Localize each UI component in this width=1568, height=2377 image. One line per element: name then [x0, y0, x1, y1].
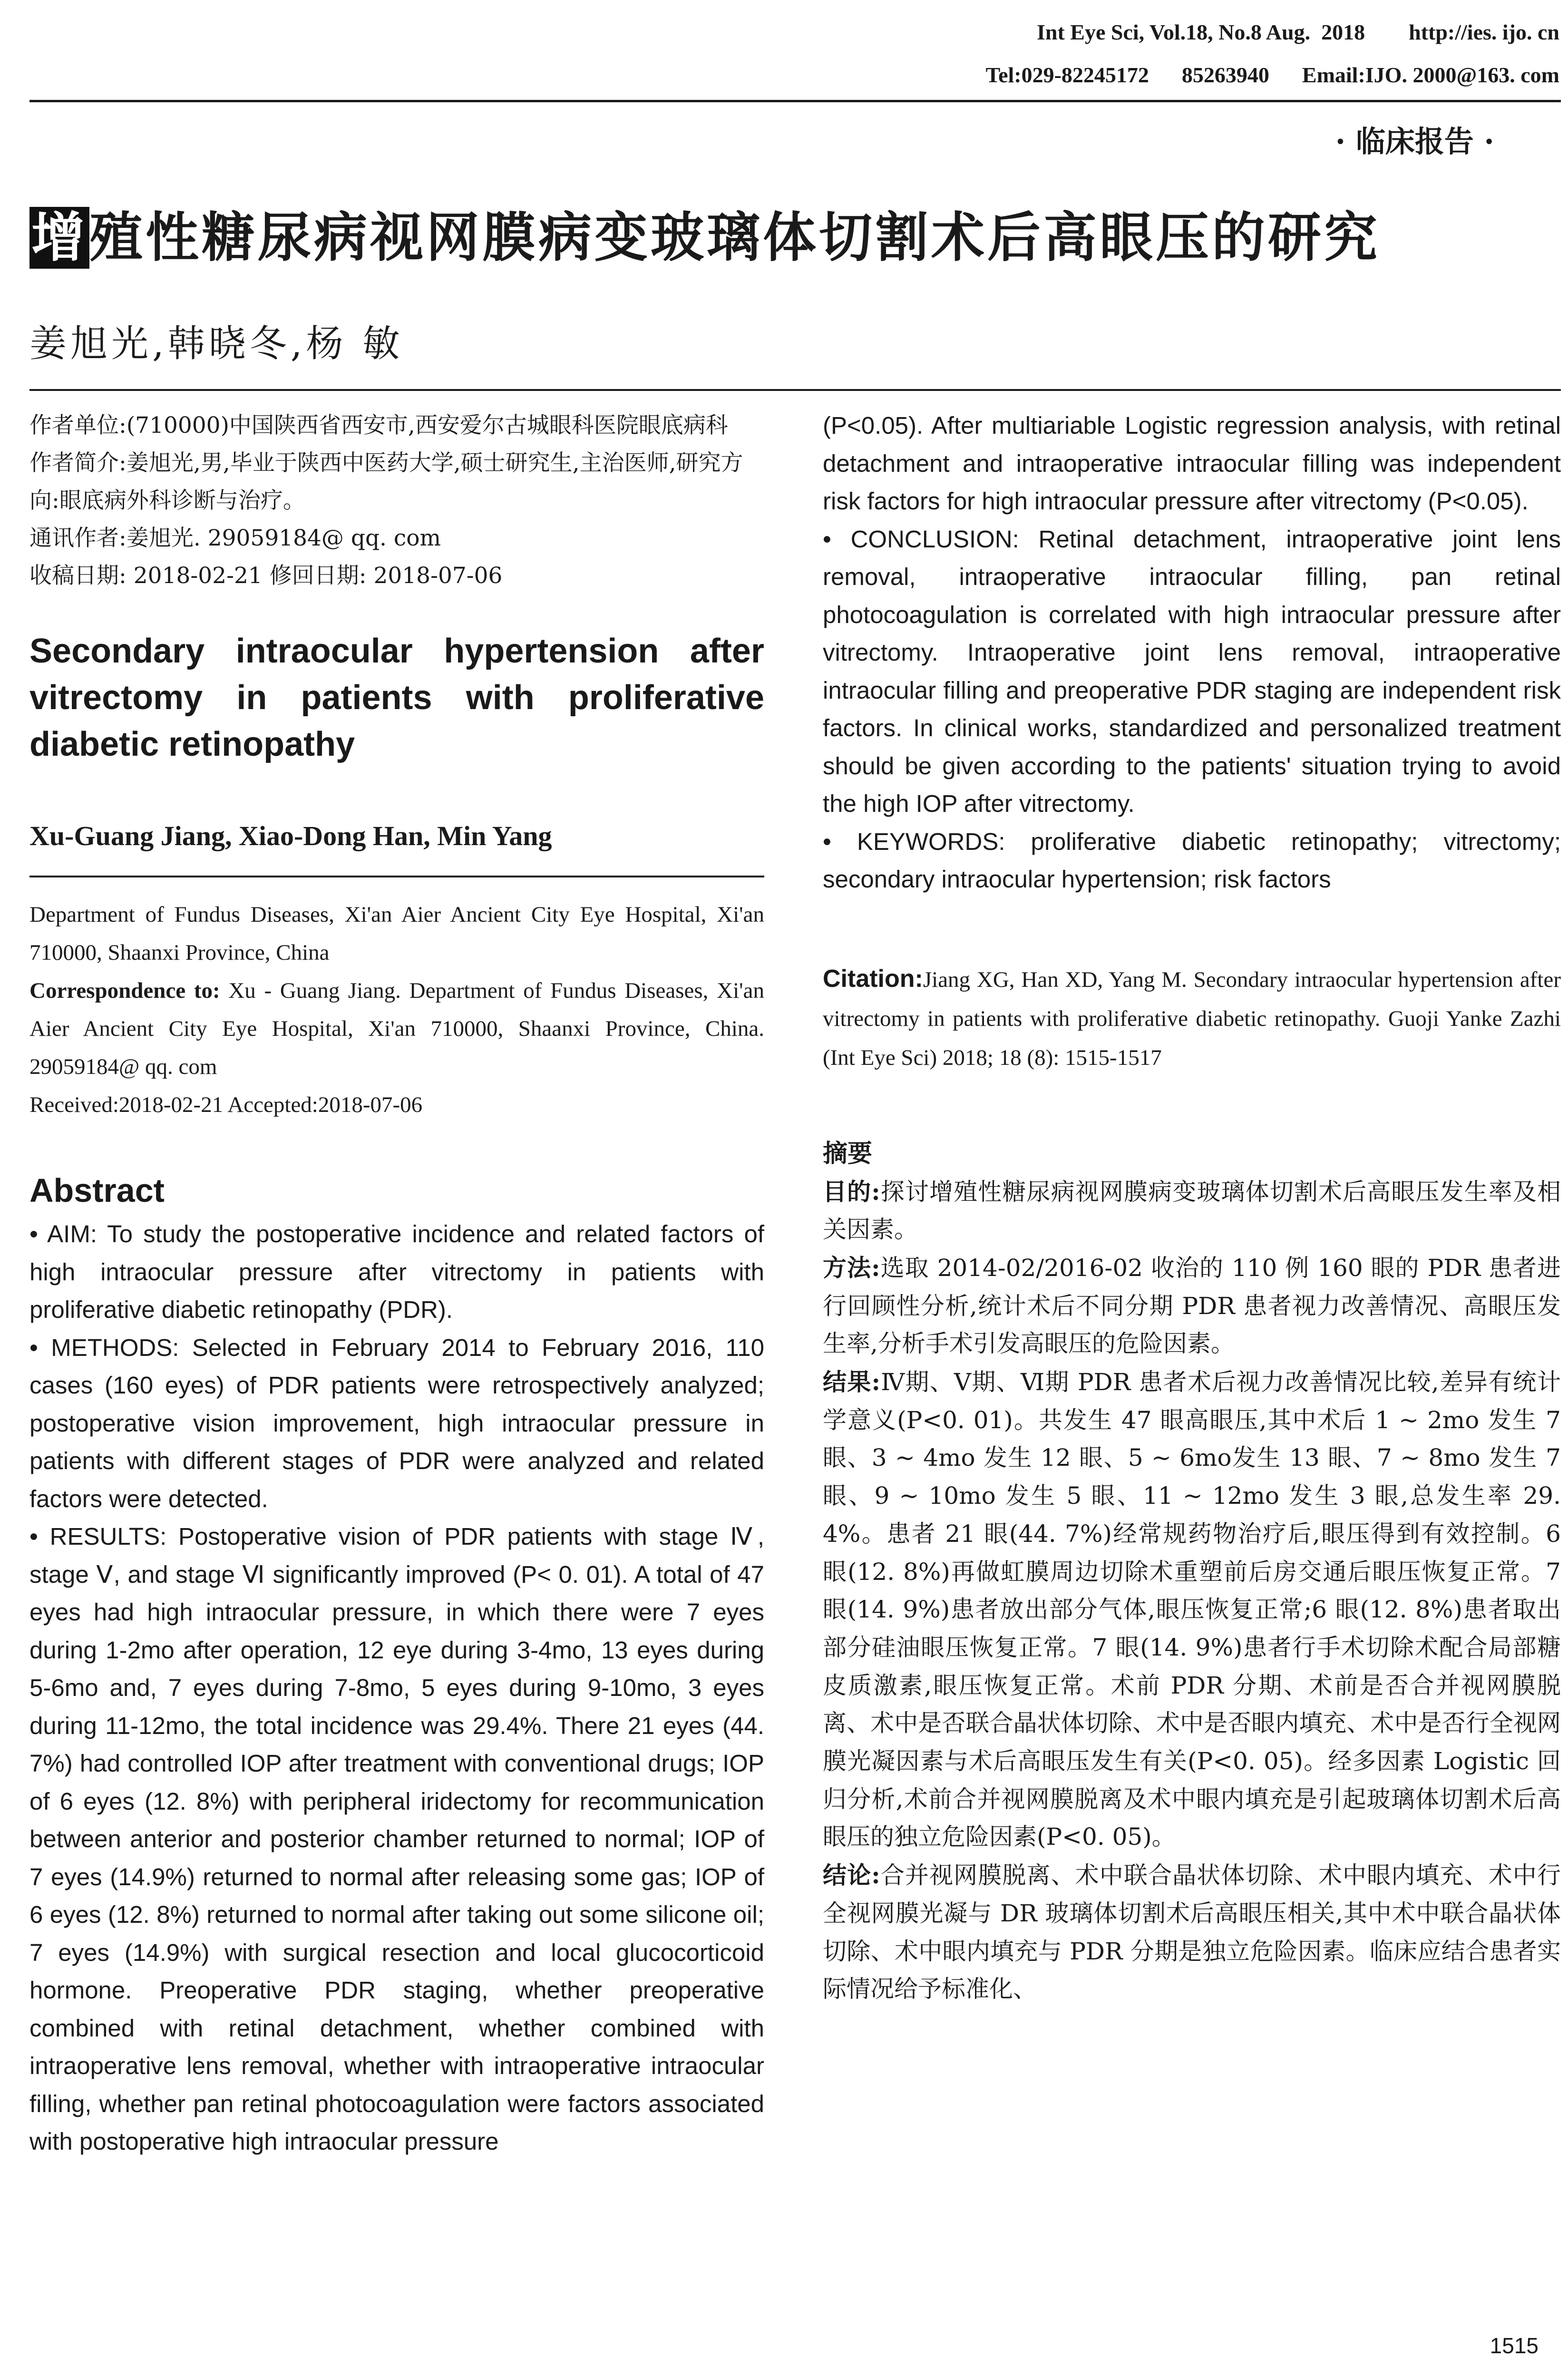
affiliation-en	[29, 896, 764, 1124]
zhaiyao-aim-text: 探讨增殖性糖尿病视网膜病变玻璃体切割术后高眼压发生率及相关因素。	[823, 1178, 1561, 1244]
department-en: Department of Fundus Diseases, Xi'an Aier Ancient City Eye Hospital, Xi'an 710000, Shaanxi Province, China	[29, 902, 764, 965]
correspondence-label: Correspondence to:	[29, 978, 220, 1003]
authors-en: Xu-Guang Jiang, Xiao-Dong Han, Min Yang	[29, 820, 552, 851]
citation	[823, 959, 1561, 1077]
dates-cn: 收稿日期: 2018-02-21 修回日期: 2018-07-06	[29, 563, 503, 589]
zhaiyao-heading: 摘要	[823, 1139, 873, 1168]
header-rule	[29, 100, 1561, 102]
article-title-en: Secondary intraocular hypertension after vitrectomy in patients with proliferative diabetic retinopathy	[29, 632, 764, 763]
article-title-cn	[29, 205, 1380, 271]
authors-cn: 姜旭光,韩晓冬,杨 敏	[29, 322, 404, 365]
author-affiliation-cn: 作者单位:(710000)中国陕西省西安市,西安爱尔古城眼科医院眼底病科	[29, 412, 728, 438]
abstract-body	[29, 1215, 764, 2161]
zhaiyao-results	[823, 1363, 1561, 1856]
section-tag: · 临床报告 ·	[1335, 124, 1494, 159]
zhaiyao-methods-text: 选取 2014-02/2016-02 收治的 110 例 160 眼的 PDR 患者进行回顾性分析,统计术后不同分期 PDR 患者视力改善情况、高眼压发生率,分析手术引发高眼压的危险因素。	[823, 1254, 1561, 1358]
abstract-results-continued: (P<0.05). After multiariable Logistic regression analysis, with retinal detachment and intraoperative intraocular filling was independent risk factors for high intraocular pressure after vitrectomy (P<0.05).	[823, 412, 1561, 515]
abstract-aim: • AIM: To study the postoperative incidence and related factors of high intraocular pressure after vitrectomy in patients with proliferative diabetic retinopathy (PDR).	[29, 1220, 764, 1323]
zhaiyao-aim	[823, 1173, 1561, 1249]
author-info-cn	[29, 407, 764, 594]
title-rest: 殖性糖尿病视网膜病变玻璃体切割术后高眼压的研究	[89, 207, 1380, 269]
title-block-rule	[29, 389, 1561, 391]
journal-header-line1: Int Eye Sci, Vol.18, No.8 Aug. 2018 http://ies. ijo. cn	[1037, 20, 1559, 44]
zhaiyao-results-label: 结果:	[823, 1368, 880, 1396]
abstract-conclusion: • CONCLUSION: Retinal detachment, intraoperative joint lens removal, intraoperative intraocular filling, pan retinal photocoagulation is correlated with high intraocular pressure after vitrectomy. Intraoperative joint lens removal, intraoperative intraocular filling and preoperative PDR staging are independent risk factors. In clinical works, standardized and personalized treatment should be given according to the patients' situation trying to avoid the high IOP after vitrectomy.	[823, 525, 1561, 817]
abstract-methods: • METHODS: Selected in February 2014 to February 2016, 110 cases (160 eyes) of PDR patients were retrospectively analyzed; postoperative vision improvement, high intraocular pressure in patients with different stages of PDR were analyzed and related factors were detected.	[29, 1334, 764, 1512]
left-column	[29, 407, 764, 2161]
zhaiyao-results-text: Ⅳ期、Ⅴ期、Ⅵ期 PDR 患者术后视力改善情况比较,差异有统计学意义(P<0. 01)。共发生 47 眼高眼压,其中术后 1 ~ 2mo 发生 7 眼、3 ~ 4mo 发生 12 眼、5 ~ 6mo发生 13 眼、7 ~ 8mo 发生 7 眼、9 ~ 10mo 发生 5 眼、11 ~ 12mo 发生 3 眼,总发生率 29. 4%。患者 21 眼(44. 7%)经常规药物治疗后,眼压得到有效控制。6 眼(12. 8%)再做虹膜周边切除术重塑前后房交通后眼压恢复正常。7 眼(14. 9%)患者放出部分气体,眼压恢复正常;6 眼(12. 8%)患者取出部分硅油眼压恢复正常。7 眼(14. 9%)患者行手术切除术配合局部糖皮质激素,眼压恢复正常。术前 PDR 分期、术前是否合并视网膜脱离、术中是否联合晶状体切除、术中是否眼内填充、术中是否行全视网膜光凝因素与术后高眼压发生有关(P<0. 05)。经多因素 Logistic 回归分析,术前合并视网膜脱离及术中眼内填充是引起玻璃体切割术后高眼压的独立危险因素(P<0. 05)。	[823, 1368, 1561, 1851]
corresponding-author-cn: 通讯作者:姜旭光. 29059184@ qq. com	[29, 525, 441, 551]
zhaiyao-conclusion-text: 合并视网膜脱离、术中联合晶状体切除、术中眼内填充、术中行全视网膜光凝与 DR 玻璃体切割术后高眼压相关,其中术中联合晶状体切除、术中眼内填充与 PDR 分期是独立危险因素。临床应结合患者实际情况给予标准化、	[823, 1861, 1561, 2003]
zhaiyao-body	[823, 1173, 1561, 2008]
journal-header-line2: Tel:029-82245172 85263940 Email:IJO. 2000@163. com	[985, 63, 1559, 87]
citation-text: Jiang XG, Han XD, Yang M. Secondary intraocular hypertension after vitrectomy in patients with proliferative diabetic retinopathy. Guoji Yanke Zazhi (Int Eye Sci) 2018; 18 (8): 1515-1517	[823, 967, 1561, 1070]
authors-rule	[29, 876, 764, 877]
right-column	[823, 407, 1561, 2008]
abstract-heading: Abstract	[29, 1172, 165, 1209]
zhaiyao-methods-label: 方法:	[823, 1253, 880, 1282]
title-lead-char: 增	[29, 207, 89, 269]
abstract-keywords: • KEYWORDS: proliferative diabetic retinopathy; vitrectomy; secondary intraocular hypertension; risk factors	[823, 828, 1561, 893]
correspondence-text: Xu - Guang Jiang. Department of Fundus Diseases, Xi'an Aier Ancient City Eye Hospital, Xi'an 710000, Shaanxi Province, China. 29059184@ qq. com	[29, 978, 764, 1079]
zhaiyao-methods	[823, 1249, 1561, 1363]
zhaiyao-conclusion-label: 结论:	[823, 1861, 880, 1890]
abstract-results: • RESULTS: Postoperative vision of PDR patients with stage Ⅳ, stage Ⅴ, and stage Ⅵ significantly improved (P< 0. 01). A total of 47 eyes had high intraocular pressure, in which there were 7 eyes during 1-2mo after operation, 12 eye during 3-4mo, 13 eyes during 5-6mo and, 7 eyes during 7-8mo, 5 eyes during 9-10mo, 3 eyes during 11-12mo, the total incidence was 29.4%. There 21 eyes (44. 7%) had controlled IOP after treatment with conventional drugs; IOP of 6 eyes (12. 8%) with peripheral iridectomy for recommunication between anterior and posterior chamber returned to normal; IOP of 7 eyes (14.9%) returned to normal after releasing some gas; IOP of 6 eyes (12. 8%) returned to normal after taking out some silicone oil; 7 eyes (14.9%) with surgical resection and local glucocorticoid hormone. Preoperative PDR staging, whether preoperative combined with retinal detachment, whether combined with intraoperative lens removal, whether with intraoperative intraocular filling, whether pan retinal photocoagulation were factors associated with postoperative high intraocular pressure	[29, 1523, 764, 2155]
author-bio-cn: 作者简介:姜旭光,男,毕业于陕西中医药大学,硕士研究生,主治医师,研究方向:眼底病外科诊断与治疗。	[29, 450, 743, 514]
page-number: 1515	[1490, 2333, 1539, 2358]
dates-en: Received:2018-02-21 Accepted:2018-07-06	[29, 1092, 423, 1117]
abstract-body-continued	[823, 407, 1561, 898]
zhaiyao-conclusion	[823, 1856, 1561, 2008]
zhaiyao-aim-label: 目的:	[823, 1177, 880, 1206]
correspondence-en	[29, 972, 764, 1086]
citation-label: Citation:	[823, 964, 923, 993]
